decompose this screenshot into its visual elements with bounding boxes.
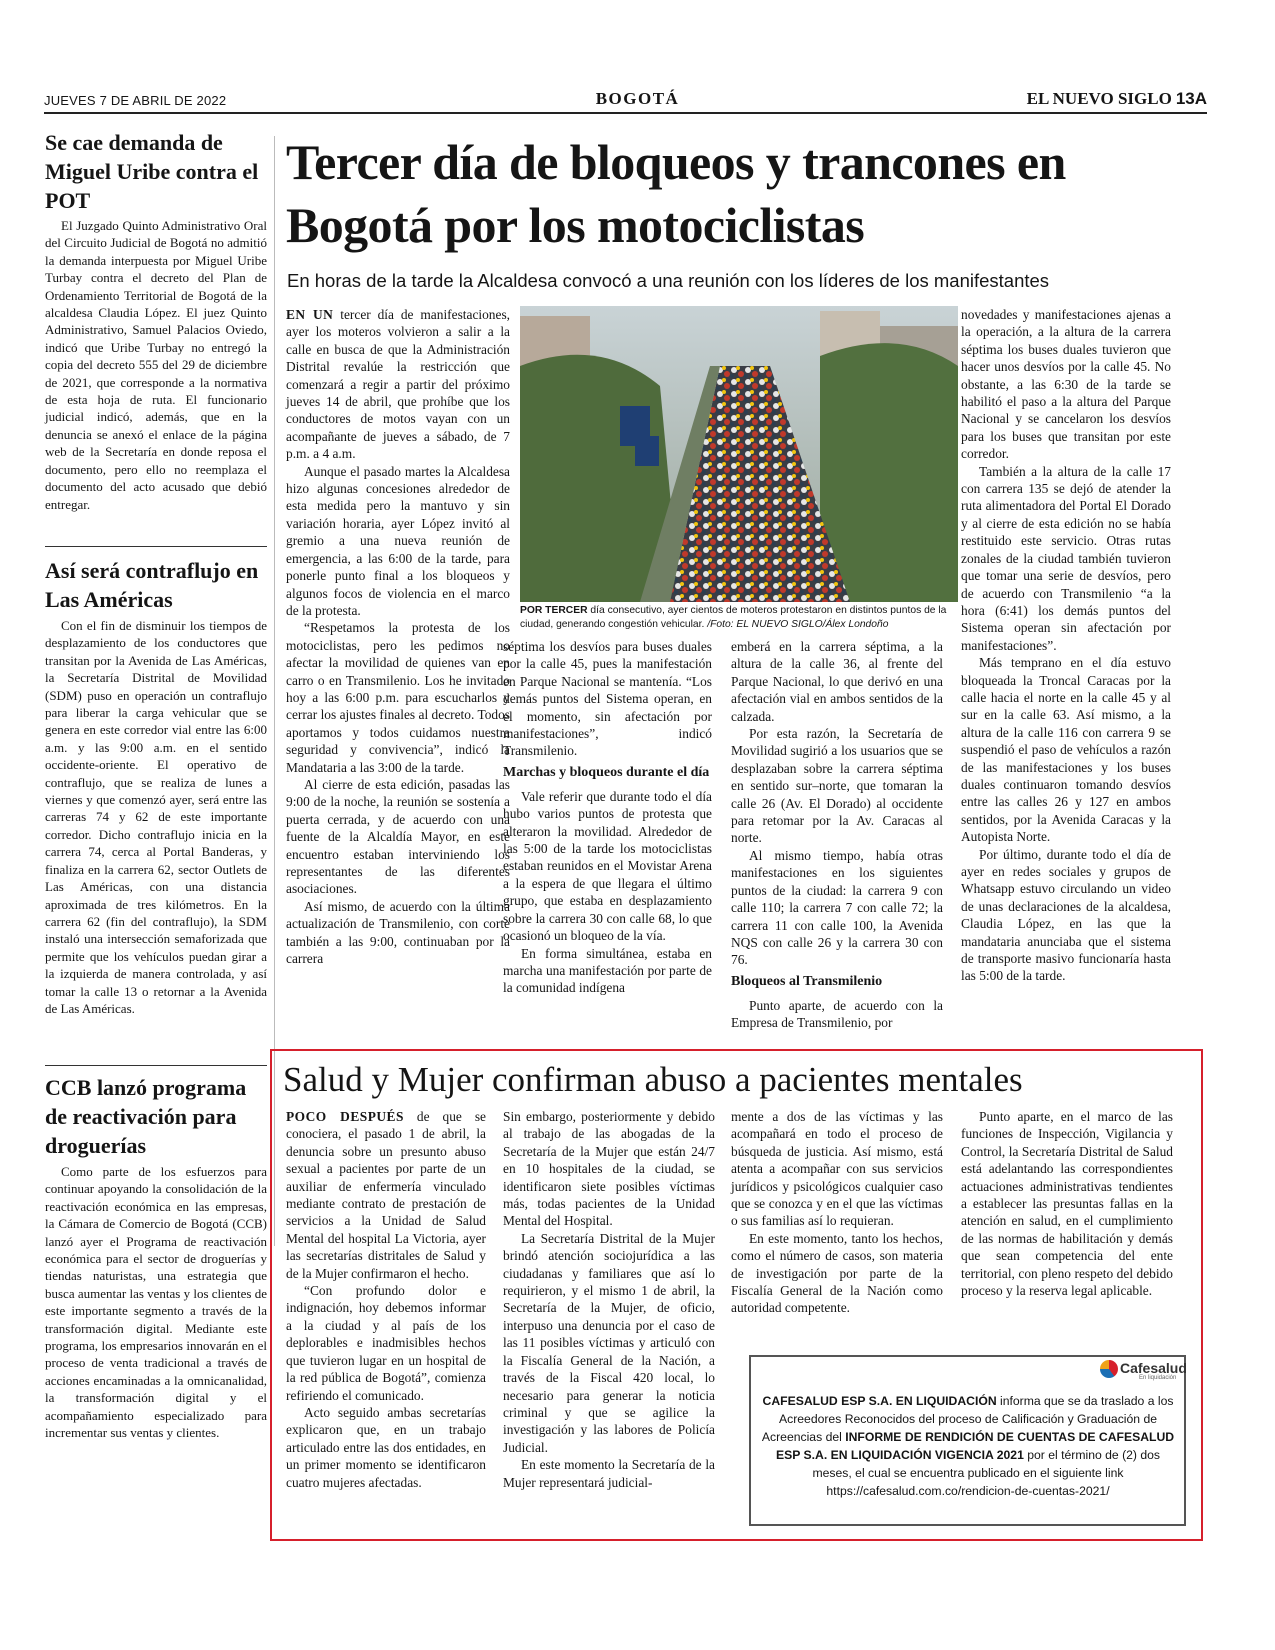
photo-caption: POR TERCER día consecutivo, ayer cientos de moteros protestaron en distintos puntos de la ciudad, generando congestión vehicular. /Foto: EL NUEVO SIGLO/Álex Londoño xyxy=(520,605,947,630)
article-paragraph: Punto aparte, de acuerdo con la Empresa de Transmilenio, por xyxy=(731,997,943,1031)
news-photo xyxy=(520,306,958,602)
ad-bold-2: INFORME DE RENDICIÓN DE CUENTAS DE CAFESALUD ESP S.A. EN LIQUIDACIÓN VIGENCIA 2021 xyxy=(775,1430,1175,1462)
box-column-3 xyxy=(731,1108,943,1317)
issue-date: JUEVES 7 DE ABRIL DE 2022 xyxy=(44,93,227,108)
box-paragraph: En este momento la Secretaría de la Mujer representará judicial- xyxy=(503,1457,715,1490)
cafesalud-logo-icon xyxy=(1100,1360,1118,1378)
caption-kicker: POR TERCER xyxy=(520,605,588,616)
main-headline: Tercer día de bloqueos y trancones en Bogotá por los motociclistas xyxy=(286,134,1066,253)
article-paragraph: En forma simultánea, estaba en marcha una manifestación por parte de la comunidad indígena xyxy=(503,945,712,996)
box-paragraph: En este momento, tanto los hechos, como el número de casos, son materia de investigación por parte de la Fiscalía General de la Nación como autoridad competente. xyxy=(731,1230,943,1316)
sidebar-story3-title: CCB lanzó programa de reactivación para droguerías xyxy=(45,1075,247,1158)
ad-link[interactable]: https://cafesalud.com.co/rendicion-de-cuentas-2021/ xyxy=(826,1484,1110,1498)
article-paragraph: Vale referir que durante todo el día hubo varios puntos de protesta que alteraron la movilidad. Alrededor de las 5:00 de la tarde los motociclistas estaban reunidos en el Movistar Arena a la espera de que llegara el último grupo, que estaba en desplazamiento sobre la carrera 30 con calle 68, lo que ocasionó un bloqueo de la vía. xyxy=(503,788,712,944)
article-paragraph: EN UN tercer día de manifestaciones, ayer los moteros volvieron a salir a la calle en busca de que la Administración Distrital revalúe la restricción que comenzará a regir a partir del próximo jueves 14 de abril, que prohíbe que los conductores de motos vayan con un acompañante de jueves a sábado, de 7 p.m. a 4 a.m. xyxy=(286,307,510,462)
box-headline: Salud y Mujer confirman abuso a pacientes mentales xyxy=(283,1060,1023,1099)
article-column-2 xyxy=(503,638,712,997)
box-column-1 xyxy=(286,1108,486,1491)
box-column-2 xyxy=(503,1108,715,1491)
sidebar-story3-body: Como parte de los esfuerzos para continuar apoyando la consolidación de la reactivación económica en las empresas, la Cámara de Comercio de Bogotá (CCB) lanzó ayer el Programa de reactivación económica para el sector de droguerías y tiendas naturistas, una estrategia que busca aumentar las ventas y los clientes de este importante segmento a través de la transformación digital. Mediante este programa, los empresarios innovarán en el proceso de venta tradicional a través de acciones encaminadas a la omnicanalidad, la transformación digital y el acompañamiento especializado para incrementar sus ventas y clientes. xyxy=(45,1164,268,1441)
article-subhead: Bloqueos al Transmilenio xyxy=(731,973,883,989)
ad-bold-1: CAFESALUD ESP S.A. EN LIQUIDACIÓN xyxy=(762,1394,997,1408)
ad-text: CAFESALUD ESP S.A. EN LIQUIDACIÓN informa que se da traslado a los Acreedores Reconocidos del proceso de Calificación y Graduación de Acreencias del INFORME DE RENDICIÓN DE CUENTAS DE CAFESALUD ESP S.A. EN LIQUIDACIÓN VIGENCIA 2021 por el término de (2) dos meses, el cual se encuentra publicado en el siguiente link https://cafesalud.com.co/rendicion-de-cuentas-2021/ xyxy=(761,1394,1175,1498)
box-paragraph: La Secretaría Distrital de la Mujer brindó atención sociojurídica a las ciudadanas y familiares que así lo requirieron, y el mismo 1 de abril, la Secretaría de la Mujer, de oficio, interpuso una denuncia por el caso de las 11 posibles víctimas y articuló con la Fiscalía General de la Nación, a través de la Fiscal 420 local, lo necesario para generar la noticia criminal y que se agilice la investigación y las labores de Policía Judicial. xyxy=(503,1230,715,1455)
article-column-3 xyxy=(731,638,943,1032)
article-paragraph: Al cierre de esta edición, pasadas las 9:00 de la noche, la reunión se sostenía a puerta cerrada, y de acuerdo con una fuente de la Alcaldía Mayor, en este encuentro estaban interviniendo los representantes de las diferentes asociaciones. xyxy=(286,776,510,897)
article-paragraph: Más temprano en el día estuvo bloqueada la Troncal Caracas por la calle hacia el norte en la calle 45 y al sur en la calle 63. Así mismo, a la altura de la calle 116 con carrera 9 se suspendió el paso de vehículos a razón de las manifestaciones y los buses duales continuaron tomando desvíos entre las calles 26 y 127 en ambos sentidos, por la Avenida Caracas y la Autopista Norte. xyxy=(961,655,1171,845)
box-paragraph: Punto aparte, en el marco de las funciones de Inspección, Vigilancia y Control, la Secretaría Distrital de Salud está adelantando las correspondientes actuaciones administrativas tendientes a establecer las presuntas fallas en la atención en salud, en el cumplimiento de las normas de habilitación y demás que sean competencia del ente territorial, con pleno respeto del debido proceso y la reserva legal aplicable. xyxy=(961,1109,1173,1299)
box-paragraph: “Con profundo dolor e indignación, hoy debemos informar a la ciudad y al país de los deplorables e inadmisibles hechos que tuvieron lugar en un hospital de la red pública de Bogotá”, comienza refiriendo el comunicado. xyxy=(286,1283,486,1403)
article-paragraph: Al mismo tiempo, había otras manifestaciones en los siguientes puntos de la ciudad: la carrera 9 con calle 110; la carrera 7 con calle 72; la carrera 11 con calle 100, la Avenida NQS con calle 26 y la carrera 30 con 76. xyxy=(731,847,943,968)
box-column-4 xyxy=(961,1108,1173,1299)
sidebar-story2-body: Con el fin de disminuir los tiempos de desplazamiento de los conductores que transitan por la Avenida de Las Américas, la Secretaría Distrital de Movilidad (SDM) puso en operación un contraflujo para liberar la carga vehicular que se genera en este corredor vial entre las 6:00 a.m. y las 9:00 a.m. en el sentido occidente-oriente. El operativo de contraflujo, que se realiza de lunes a viernes y que comenzó ayer, será entre las carreras 74 y 62 de este importante corredor. Dicho contraflujo inicia en la carrera 74, cerca al Portal Banderas, y finaliza en la carrera 62, sector Outlets de Las Américas, con una distancia aproximada de tres kilómetros. En la carrera 62 (fin del contraflujo), la SDM instaló una intersección semaforizada que permite que los vehículos puedan girar a la izquierda de manera controlada, y así tomar la calle 13 o retornar a la Avenida de Las Américas. xyxy=(45,618,267,1016)
sidebar-story1-title: Se cae demanda de Miguel Uribe contra el POT xyxy=(45,130,259,213)
photo-credit: /Foto: EL NUEVO SIGLO/Álex Londoño xyxy=(707,618,889,630)
article-paragraph: También a la altura de la calle 17 con carrera 135 se dejó de atender la ruta alimentadora del Portal El Dorado y al cierre de esta edición no se había restituido este servicio. Otras rutas zonales de la ciudad también tuvieron que tomar una serie de desvíos, pero de acuerdo con Transmilenio “a la hora (6:41) los demás puntos del Sistema operan sin afectación por manifestaciones”. xyxy=(961,463,1171,653)
article-column-1 xyxy=(286,306,510,967)
article-column-4 xyxy=(961,306,1171,985)
masthead xyxy=(1027,89,1207,109)
section-title: BOGOTÁ xyxy=(595,89,680,108)
article-paragraph: Por esta razón, la Secretaría de Movilidad sugirió a los usuarios que se desplazaban sobre la carrera séptima en sentido sur–norte, que tomaran la calle 26 (Av. El Dorado) al occidente para retomar por la Av. Caracas al norte. xyxy=(731,726,943,846)
sidebar-divider xyxy=(45,546,267,547)
article-kicker: EN UN xyxy=(286,307,334,322)
article-paragraph: Así mismo, de acuerdo con la última actualización de Transmilenio, con corte también a las 9:00, continuaban por la carrera xyxy=(286,898,510,967)
ad-logo-text: Cafesalud xyxy=(1120,1360,1187,1376)
ad-logo-subtext: En liquidación xyxy=(1139,1375,1177,1381)
motorcycle-protest-photo xyxy=(520,306,958,602)
article-subhead: Marchas y bloqueos durante el día xyxy=(503,764,710,780)
sidebar-story1-body: El Juzgado Quinto Administrativo Oral del Circuito Judicial de Bogotá no admitió la demanda interpuesta por Miguel Uribe Turbay contra el decreto del Plan de Ordenamiento Territorial de Bogotá de la alcaldesa Claudia López. El juez Quinto Administrativo, Samuel Palacios Oviedo, indicó que Uribe Turbay no entregó la copia del decreto 555 del 29 de diciembre de 2021, que corresponde a la normativa de esta hoja de ruta. El funcionario judicial indicó, además, que en la denuncia se anexó el enlace de la página web de la Secretaría en donde reposa el documento, pero ello no reemplaza el documento del acto acusado que debió entregar. xyxy=(45,218,267,512)
sidebar-divider xyxy=(45,1065,267,1066)
sidebar-story2-title: Así será contraflujo en Las Américas xyxy=(45,558,259,612)
box-paragraph: mente a dos de las víctimas y las acompañará en todo el proceso de búsqueda de justicia. Así mismo, está atenta a acompañar con sus servicios jurídicos y psicológicos cualquier caso que se conozca y en el que las víctimas o sus familias así lo requieran. xyxy=(731,1109,943,1229)
masthead-name: EL NUEVO SIGLO xyxy=(1026,89,1172,108)
header-rule xyxy=(44,112,1207,114)
article-paragraph: novedades y manifestaciones ajenas a la operación, a la altura de la carrera séptima los buses duales tuvieron que hacer unos desvíos por la calle 45. No obstante, a las 6:30 de la tarde se habilitó el paso a la altura del Parque Nacional y se cancelaron los desvíos para los buses que transitan por este corredor. xyxy=(961,307,1171,462)
article-paragraph: Por último, durante todo el día de ayer en redes sociales y grupos de Whatsapp estuvo circulando un video de unas declaraciones de la alcaldesa, Claudia López, en las que la mandataria anunciaba que el sistema de transporte masivo funcionaría hasta las 5:00 de la tarde. xyxy=(961,846,1171,984)
box-paragraph: Sin embargo, posteriormente y debido al trabajo de las abogadas de la Secretaría de la Mujer que están 24/7 en 10 hospitales de la ciudad, se identificaron siete posibles víctimas más, todas pacientes de la Unidad Mental del Hospital. xyxy=(503,1109,715,1229)
box-paragraph: POCO DESPUÉS de que se conociera, el pasado 1 de abril, la denuncia sobre un presunto abuso sexual a pacientes por parte de un auxiliar de enfermería vinculado mediante contrato de prestación de servicios a la Unidad de Salud Mental del hospital La Victoria, ayer las secretarías distritales de Salud y de la Mujer confirmaron el hecho. xyxy=(286,1109,486,1281)
page-number: 13A xyxy=(1175,89,1207,108)
box-paragraph: Acto seguido ambas secretarías explicaron que, en un trabajo articulado entre las dos entidades, en un primer momento se identificaron cuatro mujeres afectadas. xyxy=(286,1404,486,1490)
article-paragraph: emberá en la carrera séptima, a la altura de la calle 36, al frente del Parque Nacional, lo que derivó en una afectación vial en ambos sentidos de la calzada. xyxy=(731,639,943,724)
article-paragraph: “Respetamos la protesta de los motociclistas, pero les pedimos no afectar la movilidad de quienes van en carro o en Transmilenio. Los he invitado hoy a las 6:00 p.m. para escucharlos y cerrar los ajustes finales al decreto. Todos aportamos y todos cuidamos nuestra seguridad y convivencia”, indicó la Mandataria a las 3:00 de la tarde. xyxy=(286,620,510,775)
main-dek: En horas de la tarde la Alcaldesa convocó a una reunión con los líderes de los manifestantes xyxy=(287,270,1050,291)
article-paragraph: séptima los desvíos para buses duales por la calle 45, pues la manifestación en Parque Nacional se mantenía. “Los demás puntos del Sistema operan, en el momento, sin afectación por manifestaciones”, indicó Transmilenio. xyxy=(503,639,712,759)
box-kicker: POCO DESPUÉS xyxy=(286,1109,404,1124)
article-paragraph: Aunque el pasado martes la Alcaldesa hizo algunas concesiones alrededor de esta medida pero la mantuvo y sin variación horaria, ayer López invitó al gremio a una nueva reunión de emergencia, a las 6:00 de la tarde, para ponerle punto final a los bloqueos y algunos focos de violencia en el marco de la protesta. xyxy=(286,463,510,618)
